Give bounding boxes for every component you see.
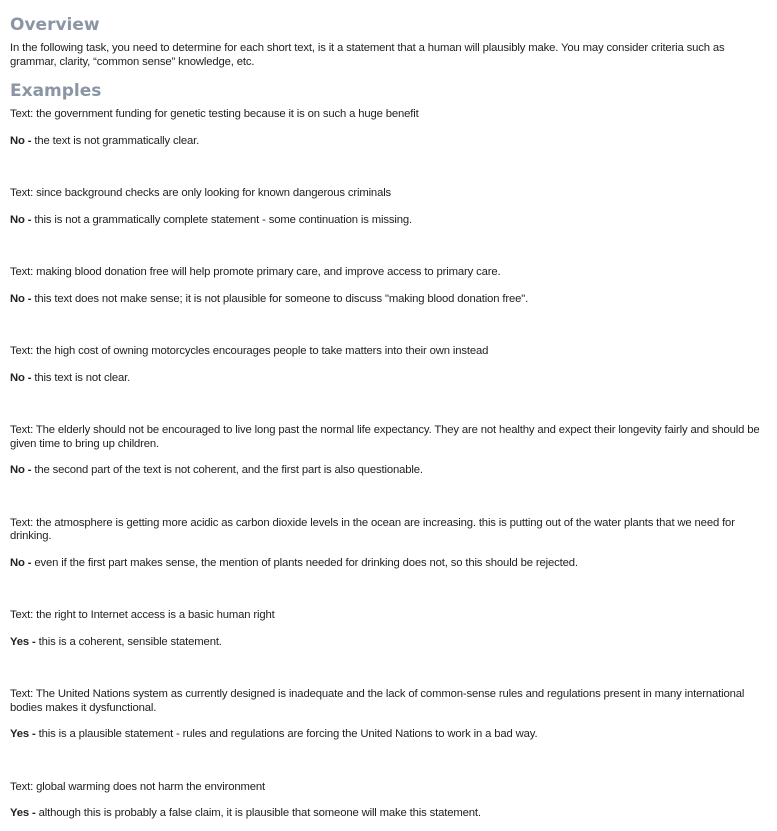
verdict-explanation: the second part of the text is not coherent, and the first part is also questionable. — [34, 464, 423, 476]
example-item — [10, 517, 767, 571]
verdict-label: Yes - — [10, 635, 36, 648]
example-text: Text: the right to Internet access is a basic human right — [10, 609, 275, 621]
example-item — [10, 424, 767, 478]
verdict-label: No - — [10, 371, 32, 384]
example-verdict — [10, 214, 767, 228]
spacer — [10, 148, 767, 187]
example-text: Text: global warming does not harm the environment — [10, 780, 265, 793]
spacer — [10, 227, 767, 266]
spacer — [10, 306, 767, 345]
example-item — [10, 688, 767, 742]
spacer — [10, 385, 767, 424]
verdict-explanation: this is not a grammatically complete statement - some continuation is missing. — [34, 213, 412, 226]
example-item — [10, 187, 767, 227]
verdict-explanation: this text is not clear. — [34, 371, 131, 384]
example-verdict — [10, 728, 767, 742]
example-verdict — [10, 807, 767, 821]
verdict-label: No - — [10, 464, 32, 476]
example-text: Text: The elderly should not be encouraged to live long past the normal life expectancy. They are not healthy and expect their longevity fairly and should be given time to bring up children. — [10, 424, 760, 450]
verdict-label: Yes - — [10, 807, 36, 819]
verdict-label: No - — [10, 556, 32, 569]
overview-text: In the following task, you need to determine for each short text, is it a statement that a human will plausibly make. You may consider criteria such as grammar, clarity, “common sense” knowledge, etc. — [10, 42, 725, 68]
verdict-explanation: this is a coherent, sensible statement. — [38, 635, 222, 648]
example-item — [10, 108, 767, 148]
examples-heading: Examples — [10, 81, 102, 101]
verdict-explanation: although this is probably a false claim, it is plausible that someone will make this statement. — [38, 807, 481, 819]
verdict-label: No - — [10, 134, 32, 147]
example-text: Text: the atmosphere is getting more acidic as carbon dioxide levels in the ocean are increasing. this is putting out of the water plants that we need for drinking. — [10, 516, 735, 542]
verdict-label: No - — [10, 213, 32, 226]
example-text: Text: The United Nations system as currently designed is inadequate and the lack of common-sense rules and regulations present in many international bodies makes it dysfunctional. — [10, 688, 745, 714]
example-item — [10, 609, 767, 649]
spacer — [10, 570, 767, 609]
spacer — [10, 478, 767, 517]
example-text: Text: the high cost of owning motorcycles encourages people to take matters into their own instead — [10, 345, 489, 357]
example-item — [10, 781, 767, 821]
verdict-explanation: the text is not grammatically clear. — [34, 134, 200, 147]
verdict-label: Yes - — [10, 728, 36, 740]
example-text: Text: making blood donation free will help promote primary care, and improve access to primary care. — [10, 266, 501, 278]
example-item — [10, 345, 767, 385]
verdict-explanation: even if the first part makes sense, the mention of plants needed for drinking does not, so this should be rejected. — [34, 556, 578, 569]
spacer — [10, 742, 767, 781]
example-verdict — [10, 135, 767, 149]
overview-heading: Overview — [10, 15, 100, 35]
example-verdict — [10, 636, 767, 650]
example-verdict — [10, 464, 767, 478]
example-verdict — [10, 372, 767, 386]
verdict-explanation: this text does not make sense; it is not plausible for someone to discuss "making blood donation free". — [34, 292, 529, 305]
example-text: Text: the government funding for genetic testing because it is on such a huge benefit — [10, 108, 419, 120]
example-verdict — [10, 557, 767, 571]
example-item — [10, 266, 767, 306]
example-verdict — [10, 293, 767, 307]
examples-list — [10, 108, 767, 821]
verdict-explanation: this is a plausible statement - rules and regulations are forcing the United Nations to work in a bad way. — [38, 728, 538, 740]
verdict-label: No - — [10, 292, 32, 305]
spacer — [10, 649, 767, 688]
example-text: Text: since background checks are only looking for known dangerous criminals — [10, 187, 392, 199]
